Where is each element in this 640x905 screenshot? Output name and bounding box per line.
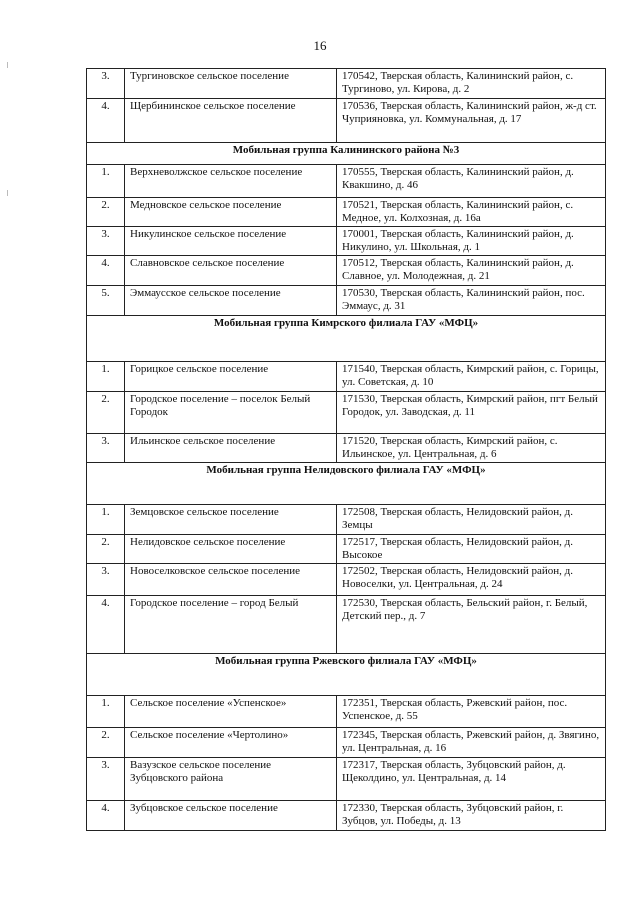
- group-title: Мобильная группа Кимрского филиала ГАУ «МФЦ»: [87, 316, 606, 362]
- settlement-address: 172517, Тверская область, Нелидовский район, д. Высокое: [337, 535, 606, 564]
- settlement-name: Сельское поселение «Успенское»: [125, 696, 337, 728]
- table-row: [87, 758, 606, 801]
- settlement-name: Городское поселение – город Белый: [125, 596, 337, 654]
- settlement-address: 172345, Тверская область, Ржевский район, д. Звягино, ул. Центральная, д. 16: [337, 728, 606, 758]
- row-number: 4.: [87, 596, 125, 654]
- settlement-address: 170001, Тверская область, Калининский район, д. Никулино, ул. Школьная, д. 1: [337, 227, 606, 256]
- settlement-address: 172502, Тверская область, Нелидовский район, д. Новоселки, ул. Центральная, д. 24: [337, 564, 606, 596]
- table-row: [87, 564, 606, 596]
- row-number: 2.: [87, 392, 125, 434]
- row-number: 5.: [87, 286, 125, 316]
- row-number: 3.: [87, 227, 125, 256]
- row-number: 3.: [87, 434, 125, 463]
- group-title: Мобильная группа Ржевского филиала ГАУ «МФЦ»: [87, 654, 606, 696]
- settlement-address: 171520, Тверская область, Кимрский район, с. Ильинское, ул. Центральная, д. 6: [337, 434, 606, 463]
- row-number: 4.: [87, 801, 125, 831]
- table-row: [87, 69, 606, 99]
- table-row: [87, 392, 606, 434]
- settlement-address: 172330, Тверская область, Зубцовский район, г. Зубцов, ул. Победы, д. 13: [337, 801, 606, 831]
- row-number: 4.: [87, 256, 125, 286]
- row-number: 4.: [87, 99, 125, 143]
- row-number: 1.: [87, 165, 125, 198]
- table-row: [87, 362, 606, 392]
- group-heading-row: [87, 654, 606, 696]
- row-number: 3.: [87, 758, 125, 801]
- row-number: 1.: [87, 362, 125, 392]
- settlement-address: 170512, Тверская область, Калининский район, д. Славное, ул. Молодежная, д. 21: [337, 256, 606, 286]
- settlement-name: Вазузское сельское поселение Зубцовского района: [125, 758, 337, 801]
- settlement-name: Городское поселение – поселок Белый Городок: [125, 392, 337, 434]
- row-number: 1.: [87, 696, 125, 728]
- row-number: 2.: [87, 198, 125, 227]
- table-row: [87, 535, 606, 564]
- settlement-address: 170521, Тверская область, Калининский район, с. Медное, ул. Колхозная, д. 16а: [337, 198, 606, 227]
- group-heading-row: [87, 316, 606, 362]
- settlement-name: Зубцовское сельское поселение: [125, 801, 337, 831]
- group-title: Мобильная группа Нелидовского филиала ГАУ «МФЦ»: [87, 463, 606, 505]
- table-row: [87, 198, 606, 227]
- settlement-name: Горицкое сельское поселение: [125, 362, 337, 392]
- settlement-name: Никулинское сельское поселение: [125, 227, 337, 256]
- margin-mark: [7, 190, 8, 196]
- table-row: [87, 286, 606, 316]
- settlement-address: 172530, Тверская область, Бельский район, г. Белый, Детский пер., д. 7: [337, 596, 606, 654]
- settlement-address: 170555, Тверская область, Калининский район, д. Квакшино, д. 46: [337, 165, 606, 198]
- settlement-address: 172317, Тверская область, Зубцовский район, д. Щеколдино, ул. Центральная, д. 14: [337, 758, 606, 801]
- settlements-table: [86, 68, 606, 831]
- settlement-name: Верхневолжское сельское поселение: [125, 165, 337, 198]
- settlement-name: Ильинское сельское поселение: [125, 434, 337, 463]
- settlement-name: Эммаусское сельское поселение: [125, 286, 337, 316]
- group-title: Мобильная группа Калининского района №3: [87, 143, 606, 165]
- settlement-name: Тургиновское сельское поселение: [125, 69, 337, 99]
- settlement-name: Медновское сельское поселение: [125, 198, 337, 227]
- settlement-name: Земцовское сельское поселение: [125, 505, 337, 535]
- settlement-address: 171540, Тверская область, Кимрский район, с. Горицы, ул. Советская, д. 10: [337, 362, 606, 392]
- settlement-name: Нелидовское сельское поселение: [125, 535, 337, 564]
- table-row: [87, 596, 606, 654]
- margin-mark: [7, 62, 8, 68]
- settlement-name: Новоселковское сельское поселение: [125, 564, 337, 596]
- group-heading-row: [87, 143, 606, 165]
- table-row: [87, 227, 606, 256]
- table-row: [87, 505, 606, 535]
- table-row: [87, 165, 606, 198]
- settlement-address: 170536, Тверская область, Калининский район, ж-д ст. Чуприяновка, ул. Коммунальная, д. 17: [337, 99, 606, 143]
- table-row: [87, 99, 606, 143]
- table-row: [87, 728, 606, 758]
- table-row: [87, 801, 606, 831]
- row-number: 1.: [87, 505, 125, 535]
- row-number: 3.: [87, 69, 125, 99]
- settlement-address: 170530, Тверская область, Калининский район, пос. Эммаус, д. 31: [337, 286, 606, 316]
- settlement-address: 172351, Тверская область, Ржевский район, пос. Успенское, д. 55: [337, 696, 606, 728]
- settlement-address: 172508, Тверская область, Нелидовский район, д. Земцы: [337, 505, 606, 535]
- row-number: 2.: [87, 728, 125, 758]
- row-number: 2.: [87, 535, 125, 564]
- settlement-name: Славновское сельское поселение: [125, 256, 337, 286]
- settlement-address: 170542, Тверская область, Калининский район, с. Тургиново, ул. Кирова, д. 2: [337, 69, 606, 99]
- settlement-name: Щербининское сельское поселение: [125, 99, 337, 143]
- settlement-name: Сельское поселение «Чертолино»: [125, 728, 337, 758]
- table-row: [87, 434, 606, 463]
- table-row: [87, 696, 606, 728]
- settlement-address: 171530, Тверская область, Кимрский район, пгт Белый Городок, ул. Заводская, д. 11: [337, 392, 606, 434]
- group-heading-row: [87, 463, 606, 505]
- table-row: [87, 256, 606, 286]
- row-number: 3.: [87, 564, 125, 596]
- page-number: 16: [313, 38, 327, 53]
